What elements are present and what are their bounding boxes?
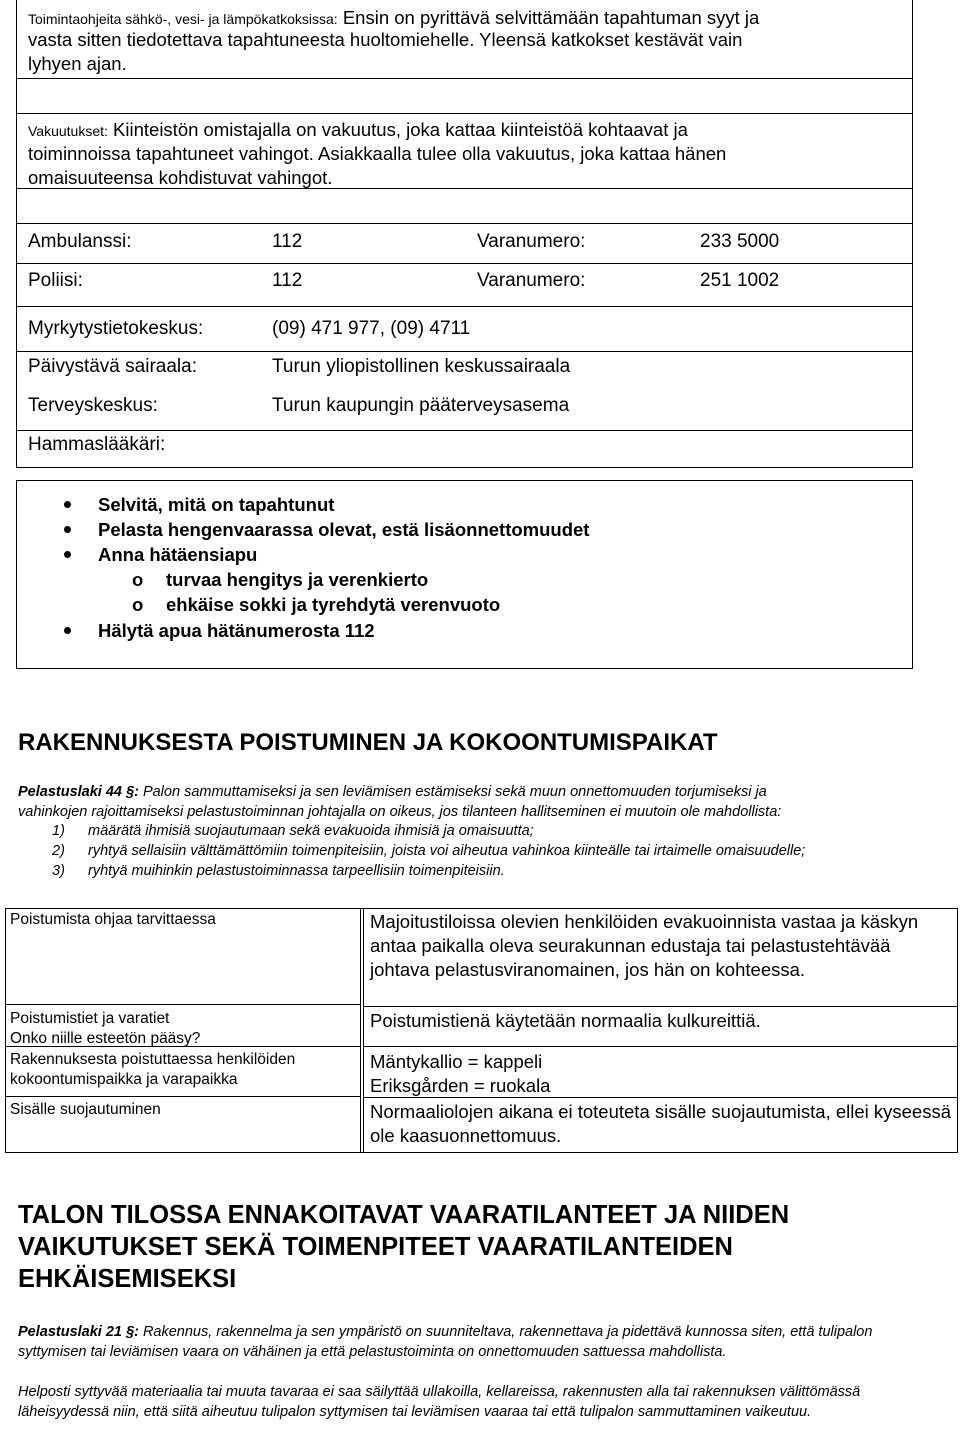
table-row-divider (363, 1046, 958, 1047)
table-cell-right: Mäntykallio = kappeli (370, 1051, 543, 1072)
law-item-text: määrätä ihmisiä suojautumaan sekä evakuoida ihmisiä ja omaisuutta; (88, 823, 534, 839)
police-alt-number: 251 1002 (700, 270, 780, 291)
substep-marker: o (132, 569, 144, 590)
table-cell-left: Onko niille esteetön pääsy? (10, 1030, 201, 1047)
table-cell-left: kokoontumispaikka ja varapaikka (10, 1071, 238, 1088)
hospital-value: Turun yliopistollinen keskussairaala (272, 356, 571, 377)
hazards-law-text-2: Helposti syttyvää materiaalia tai muuta tavaraa ei saa säilyttää ullakoilla, kellareissa, rakennusten alla tai rakennuksen välittömässä läheisyydessä niin, että siitä aiheutuu tulipalon syttymisen tai leviämisen vaaraa tai että tulipalon sammuttaminen vaikeutuu. (18, 1384, 861, 1420)
table-column-divider (363, 908, 364, 1153)
law-text-a: Palon sammuttamiseksi ja sen leviämisen estämiseksi sekä muun onnettomuuden torjumiseksi ja (138, 784, 767, 800)
step-3b: ehkäise sokki ja tyrehdytä verenvuoto (166, 594, 501, 615)
utility-outage-text-b: vasta sitten tiedotettava tapahtuneesta huoltomiehelle. Yleensä katkokset kestävät vain (28, 29, 743, 50)
law-text: Rakennus, rakennelma ja sen ympäristö on suunniteltava, rakennettava ja pidettävä kunnossa siten, että tulipalon syttymisen tai leviämisen vaara on vähäinen ja että pelastustoiminta on onnettomuuden sattuessa mahdollista. (18, 1324, 873, 1360)
bullet-icon (64, 627, 71, 634)
law-item-number: 2) (52, 843, 65, 859)
ambulance-alt-label: Varanumero: (477, 231, 586, 252)
health-center-label: Terveyskeskus: (28, 395, 158, 416)
hazards-heading: TALON TILOSSA ENNAKOITAVAT VAARATILANTEET JA NIIDEN VAIKUTUKSET SEKÄ TOIMENPITEET VAARATILANTEIDEN EHKÄISEMISEKSI (18, 1201, 790, 1293)
health-center-value: Turun kaupungin pääterveysasema (272, 395, 570, 416)
ambulance-number: 112 (272, 231, 303, 252)
police-number: 112 (272, 270, 303, 291)
insurance-text-c: omaisuuteensa kohdistuvat vahingot. (28, 167, 333, 188)
table-column-divider (360, 908, 361, 1153)
law-item-text: ryhtyä sellaisiin välttämättömiin toimenpiteisiin, joista voi aiheutua vahinkoa kiinteälle tai irtaimelle omaisuudelle; (88, 843, 806, 859)
row-divider (16, 351, 913, 352)
law-item-text: ryhtyä muihinkin pelastustoiminnassa tarpeellisiin toimenpiteisiin. (88, 863, 505, 879)
insurance-text-a: Kiinteistön omistajalla on vakuutus, joka kattaa kiinteistöä kohtaavat ja (113, 119, 688, 140)
poison-center-label: Myrkytystietokeskus: (28, 318, 204, 339)
table-row-divider (5, 1004, 360, 1005)
spacer-row (16, 188, 913, 224)
table-row-divider (5, 1096, 360, 1097)
table-cell-right: Eriksgården = ruokala (370, 1075, 551, 1096)
law-item-number: 3) (52, 863, 65, 879)
bullet-icon (64, 551, 71, 558)
police-alt-label: Varanumero: (477, 270, 586, 291)
law-item-number: 1) (52, 823, 65, 839)
table-cell-left: Sisälle suojautuminen (10, 1101, 161, 1118)
row-divider (16, 263, 913, 264)
table-cell-right: Poistumistienä käytetään normaalia kulkureittiä. (370, 1010, 761, 1031)
law-reference: Pelastuslaki 44 §: (18, 784, 139, 800)
utility-outage-text-a: Ensin on pyrittävä selvittämään tapahtuman syyt ja (342, 7, 760, 28)
utility-outage-line-1 (28, 5, 759, 32)
evacuation-heading: RAKENNUKSESTA POISTUMINEN JA KOKOONTUMISPAIKAT (18, 729, 718, 756)
insurance-text-b: toiminnoissa tapahtuneet vahingot. Asiakkaalla tulee olla vakuutus, joka kattaa hänen (28, 143, 727, 164)
bullet-icon (64, 526, 71, 533)
ambulance-label: Ambulanssi: (28, 231, 132, 252)
law-text-b: vahinkojen rajoittamiseksi pelastustoiminnan johtajalla on oikeus, jos tilanteen hallitseminen ei muutoin ole mahdollista: (18, 804, 782, 820)
insurance-label: Vakuutukset: (28, 123, 108, 139)
police-label: Poliisi: (28, 270, 83, 291)
utility-outage-text-c: lyhyen ajan. (28, 53, 127, 74)
table-cell-right: Normaaliolojen aikana ei toteuteta sisälle suojautumista, ellei kyseessä ole kaasuonnettomuus. (370, 1101, 952, 1146)
bullet-icon (64, 501, 71, 508)
dentist-label: Hammaslääkäri: (28, 434, 166, 455)
step-2: Pelasta hengenvaarassa olevat, estä lisäonnettomuudet (98, 519, 590, 540)
evacuation-law-text (18, 782, 943, 802)
hazards-law-text (18, 1322, 943, 1362)
table-cell-left: Poistumistiet ja varatiet (10, 1010, 170, 1027)
step-3: Anna hätäensiapu (98, 544, 258, 565)
row-divider (16, 306, 913, 307)
table-row-divider (363, 1006, 958, 1007)
contacts-box (16, 222, 913, 468)
step-3a: turvaa hengitys ja verenkierto (166, 569, 429, 590)
table-cell-right: Majoitustiloissa olevien henkilöiden evakuoinnista vastaa ja käskyn antaa paikalla oleva seurakunnan edustaja tai pelastustehtävää johtava pelastusviranomainen, jos hän on kohteessa. (370, 911, 919, 980)
poison-center-number: (09) 471 977, (09) 4711 (272, 318, 471, 339)
insurance-line-1 (28, 117, 688, 144)
spacer-row (16, 78, 913, 114)
hospital-label: Päivystävä sairaala: (28, 356, 197, 377)
utility-outage-label: Toimintaohjeita sähkö-, vesi- ja lämpökatkoksissa: (28, 11, 338, 27)
row-divider (16, 430, 913, 431)
law-reference: Pelastuslaki 21 §: (18, 1324, 139, 1340)
step-1: Selvitä, mitä on tapahtunut (98, 494, 335, 515)
table-cell-left: Poistumista ohjaa tarvittaessa (10, 911, 216, 928)
substep-marker: o (132, 594, 144, 615)
step-4: Hälytä apua hätänumerosta 112 (98, 620, 375, 641)
table-cell-left: Rakennuksesta poistuttaessa henkilöiden (10, 1051, 296, 1068)
ambulance-alt-number: 233 5000 (700, 231, 780, 252)
